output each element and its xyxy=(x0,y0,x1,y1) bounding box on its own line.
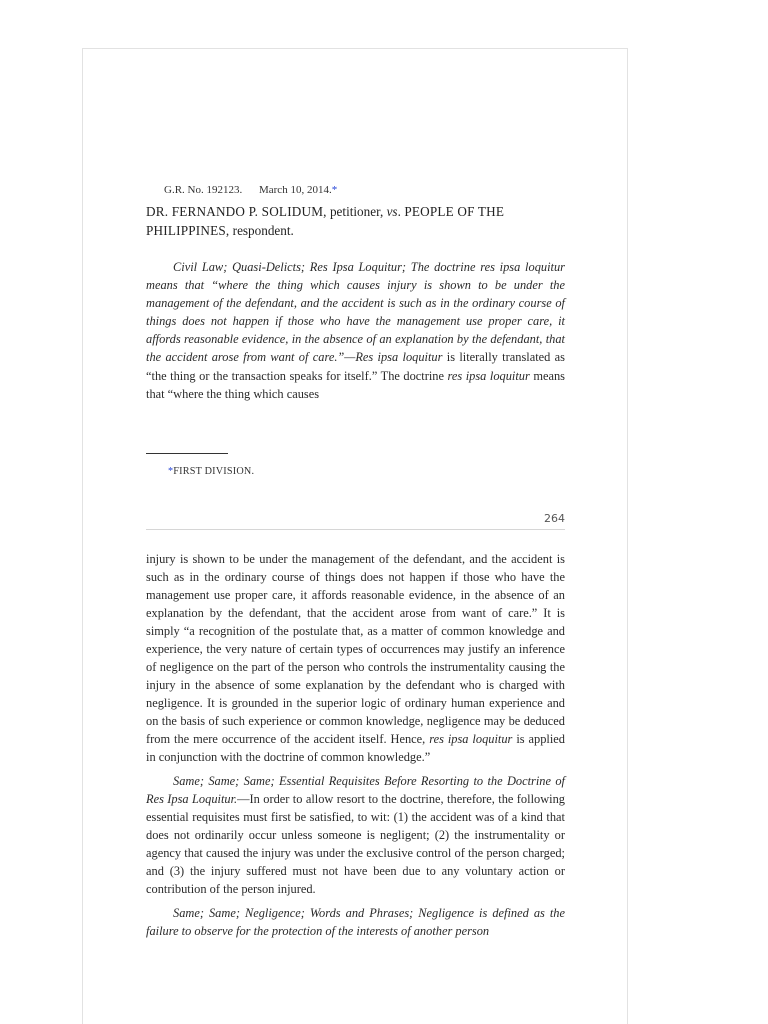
case-number: G.R. No. 192123. xyxy=(164,184,243,196)
syllabus-text: means that “where the thing which causes xyxy=(146,368,565,401)
body-paragraph xyxy=(146,772,565,898)
body-text xyxy=(146,550,565,946)
headnote-italic: Same; Same; Negligence; Words and Phrases; Negligence is defined as the failure to observe for the protection of the interests of another person xyxy=(146,906,565,938)
body-paragraph-text: —In order to allow resort to the doctrine, therefore, the following essential requisites must first be satisfied, to wit: (1) the accident was of a kind that does not ordinarily occur unless someone is negligent; (2) the instrumentality or agency that caused the injury was under the exclusive control of the person charged; and (3) the injury suffered must not have been due to any voluntary action or contribution of the person injured. xyxy=(146,792,565,896)
respondent-name: PEOPLE OF THE PHILIPPINES, xyxy=(146,204,505,238)
body-term: res ipsa loquitur xyxy=(429,732,513,746)
syllabus-text: is literally translated as “the thing or the transaction speaks for itself.” The doctrine xyxy=(146,350,565,383)
page-separator xyxy=(146,529,565,530)
footnote xyxy=(168,466,254,477)
footnote-reference-link[interactable]: * xyxy=(331,184,338,196)
syllabus-headnote: Civil Law; Quasi-Delicts; Res Ipsa Loquitur; The doctrine res ipsa loquitur means that “where the thing which causes injury is shown to be under the management of the defendant, and the accident is such as in the ordinary course of things does not happen if those who have the management use proper care, it affords reasonable evidence, in the absence of an explanation by the defendant, that the accident arose from want of care.”— xyxy=(146,260,565,365)
versus-dot: . xyxy=(397,204,401,219)
footnote-text: FIRST DIVISION. xyxy=(173,466,255,477)
petitioner-name: DR. FERNANDO P. SOLIDUM, xyxy=(146,204,327,219)
case-date: March 10, 2014. xyxy=(258,184,332,196)
body-paragraph-text: injury is shown to be under the management of the defendant, and the accident is such as in the ordinary course of things does not happen if those who have the management use proper care, it affords reasonable evidence, in the absence of an explanation by the defendant, that the accident arose from want of care.” It is simply “a recognition of the postulate that, as a matter of common knowledge and experience, the very nature of certain types of occurrences may justify an inference of negligence on the part of the person who controls the instrumentality causing the injury in the absence of some explanation by the defendant who is charged with negligence. It is grounded in the superior logic of ordinary human experience and on the basis of such experience or common knowledge, negligence may be deduced from the mere occurrence of the accident itself. Hence, xyxy=(146,552,565,746)
syllabus-paragraph xyxy=(146,258,565,403)
petitioner-role: petitioner, xyxy=(326,204,387,219)
respondent-role: respondent. xyxy=(229,223,294,238)
footnote-divider xyxy=(146,453,228,454)
syllabus-term: res ipsa loquitur xyxy=(447,368,530,383)
versus-label: vs xyxy=(386,204,398,219)
syllabus-term: Res ipsa loquitur xyxy=(355,350,443,365)
case-header xyxy=(164,184,337,196)
page-number: 264 xyxy=(544,512,565,525)
body-paragraph xyxy=(146,550,565,766)
case-parties xyxy=(146,202,566,240)
body-paragraph-text: is applied in conjunction with the doctrine of common knowledge.” xyxy=(146,732,566,764)
footnote-marker: * xyxy=(168,466,174,477)
headnote-italic: Same; Same; Same; Essential Requisites Before Resorting to the Doctrine of Res Ipsa Loquitur. xyxy=(146,774,565,806)
body-paragraph xyxy=(146,904,565,940)
